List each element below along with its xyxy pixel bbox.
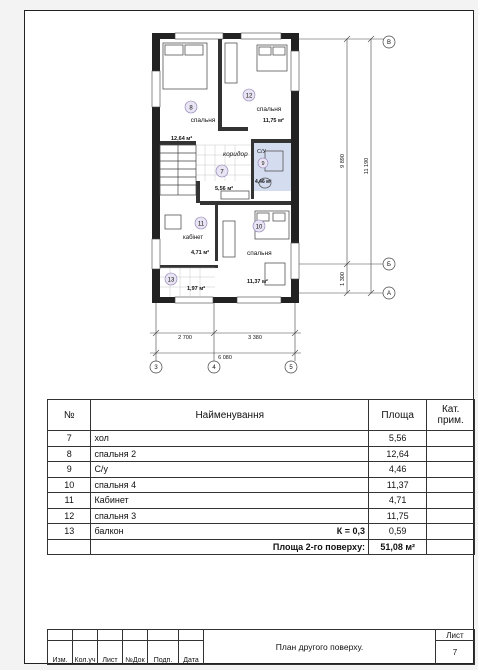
floor-plan-drawing bbox=[25, 11, 475, 399]
dimension-label: 1 300 bbox=[340, 272, 346, 286]
row-number: 10 bbox=[48, 477, 91, 493]
stamp-label-sheet: Лист bbox=[98, 641, 123, 665]
room-name: спальня bbox=[247, 250, 272, 257]
room-area: 4,46 м² bbox=[255, 179, 272, 185]
dimension-label: 3 380 bbox=[248, 335, 262, 341]
row-note bbox=[427, 446, 475, 462]
header-note: Кат. прим. bbox=[427, 400, 475, 431]
stamp-label-signature: Подп. bbox=[148, 641, 179, 665]
row-note bbox=[427, 493, 475, 509]
total-row bbox=[48, 539, 475, 555]
header-area: Площа bbox=[369, 400, 427, 431]
table-row bbox=[48, 462, 475, 478]
row-note bbox=[427, 462, 475, 478]
room-number: 12 bbox=[245, 93, 253, 100]
room-area: 11,37 м² bbox=[247, 279, 268, 285]
stamp-cell bbox=[98, 630, 123, 641]
room-schedule-table bbox=[47, 399, 475, 555]
drawing-title: План другого поверху. bbox=[204, 630, 436, 665]
axis-labels-columns bbox=[154, 365, 293, 371]
total-value: 51,08 м² bbox=[369, 539, 427, 555]
axis-label: Б bbox=[387, 262, 391, 268]
room-name: спальня bbox=[190, 117, 216, 124]
axis-label: А bbox=[386, 291, 392, 297]
room-number: 10 bbox=[255, 224, 263, 231]
header-number: № bbox=[48, 400, 91, 431]
title-block-table bbox=[47, 629, 475, 665]
table-row bbox=[48, 493, 475, 509]
row-area: 5,56 bbox=[369, 431, 427, 447]
row-name: хол bbox=[91, 431, 369, 447]
table-header-row bbox=[48, 400, 475, 431]
floor-plan bbox=[25, 11, 475, 399]
sheet-number: 7 bbox=[436, 641, 475, 665]
axis-bubbles-rows bbox=[383, 36, 395, 299]
row-number: 9 bbox=[48, 462, 91, 478]
row-number: 7 bbox=[48, 431, 91, 447]
table-row bbox=[48, 446, 475, 462]
row-note bbox=[427, 477, 475, 493]
room-name: кабінет bbox=[183, 235, 204, 241]
stamp-cell bbox=[179, 630, 204, 641]
room-name: спальня bbox=[256, 106, 282, 113]
bottom-dimension-labels bbox=[178, 335, 262, 361]
row-area: 11,37 bbox=[369, 477, 427, 493]
table-row bbox=[48, 431, 475, 447]
stamp-cell bbox=[148, 630, 179, 641]
total-note bbox=[427, 539, 475, 555]
row-note bbox=[427, 524, 475, 540]
room-number: 13 bbox=[167, 277, 175, 284]
room-number: 8 bbox=[189, 105, 193, 112]
stamp-label-date: Дата bbox=[179, 641, 204, 665]
bottom-dimensions bbox=[150, 303, 301, 361]
table-row bbox=[48, 477, 475, 493]
staircase bbox=[160, 145, 196, 195]
stamp-cell bbox=[123, 630, 148, 641]
title-block bbox=[47, 629, 475, 665]
room-number: 7 bbox=[220, 169, 224, 176]
room-area: 5,56 м² bbox=[215, 186, 234, 192]
sheet-label: Лист bbox=[436, 630, 475, 641]
room-area: 1,97 м² bbox=[187, 286, 206, 292]
row-name: спальня 4 bbox=[91, 477, 369, 493]
coefficient-label: К = 0,3 bbox=[336, 526, 366, 537]
stamp-cell bbox=[73, 630, 98, 641]
room-area: 11,75 м² bbox=[263, 118, 284, 124]
row-number: 11 bbox=[48, 493, 91, 509]
row-number: 8 bbox=[48, 446, 91, 462]
room-area: 12,64 м² bbox=[171, 136, 193, 142]
stamp-label-doc: №Док bbox=[123, 641, 148, 665]
table-row bbox=[48, 508, 475, 524]
row-name: С/у bbox=[91, 462, 369, 478]
stamp-label-count: Кол.уч bbox=[73, 641, 98, 665]
row-area: 11,75 bbox=[369, 508, 427, 524]
row-note bbox=[427, 508, 475, 524]
room-name: коридор bbox=[223, 151, 248, 158]
row-name-text: балкон bbox=[94, 526, 124, 537]
axis-label: 5 bbox=[289, 365, 293, 371]
row-name: спальня 2 bbox=[91, 446, 369, 462]
axis-bubbles-columns bbox=[150, 361, 297, 373]
row-area: 4,46 bbox=[369, 462, 427, 478]
row-note bbox=[427, 431, 475, 447]
total-empty bbox=[48, 539, 91, 555]
row-name: Кабинет bbox=[91, 493, 369, 509]
room-name: С/У bbox=[257, 149, 266, 155]
room-number: 11 bbox=[197, 221, 205, 228]
room-number: 9 bbox=[261, 161, 265, 167]
room-area: 4,71 м² bbox=[191, 250, 210, 256]
axis-label: В bbox=[386, 40, 392, 46]
row-area: 12,64 bbox=[369, 446, 427, 462]
drawing-sheet bbox=[24, 10, 474, 664]
axis-label: 4 bbox=[212, 365, 216, 371]
axis-label: 3 bbox=[154, 365, 158, 371]
stamp-label-change: Изм. bbox=[48, 641, 73, 665]
dimension-label: 6 080 bbox=[218, 355, 232, 361]
header-name: Найменування bbox=[91, 400, 369, 431]
row-number: 13 bbox=[48, 524, 91, 540]
table-row bbox=[48, 524, 475, 540]
stamp-cell bbox=[48, 630, 73, 641]
dimension-label: 11 190 bbox=[364, 157, 370, 175]
title-block-row bbox=[48, 630, 475, 641]
dimension-label: 2 700 bbox=[178, 335, 192, 341]
row-area: 4,71 bbox=[369, 493, 427, 509]
row-name bbox=[91, 524, 369, 540]
row-name: спальня 3 bbox=[91, 508, 369, 524]
total-label: Площа 2-го поверху: bbox=[91, 539, 369, 555]
row-area: 0,59 bbox=[369, 524, 427, 540]
dimension-label: 9 890 bbox=[340, 154, 346, 168]
row-number: 12 bbox=[48, 508, 91, 524]
